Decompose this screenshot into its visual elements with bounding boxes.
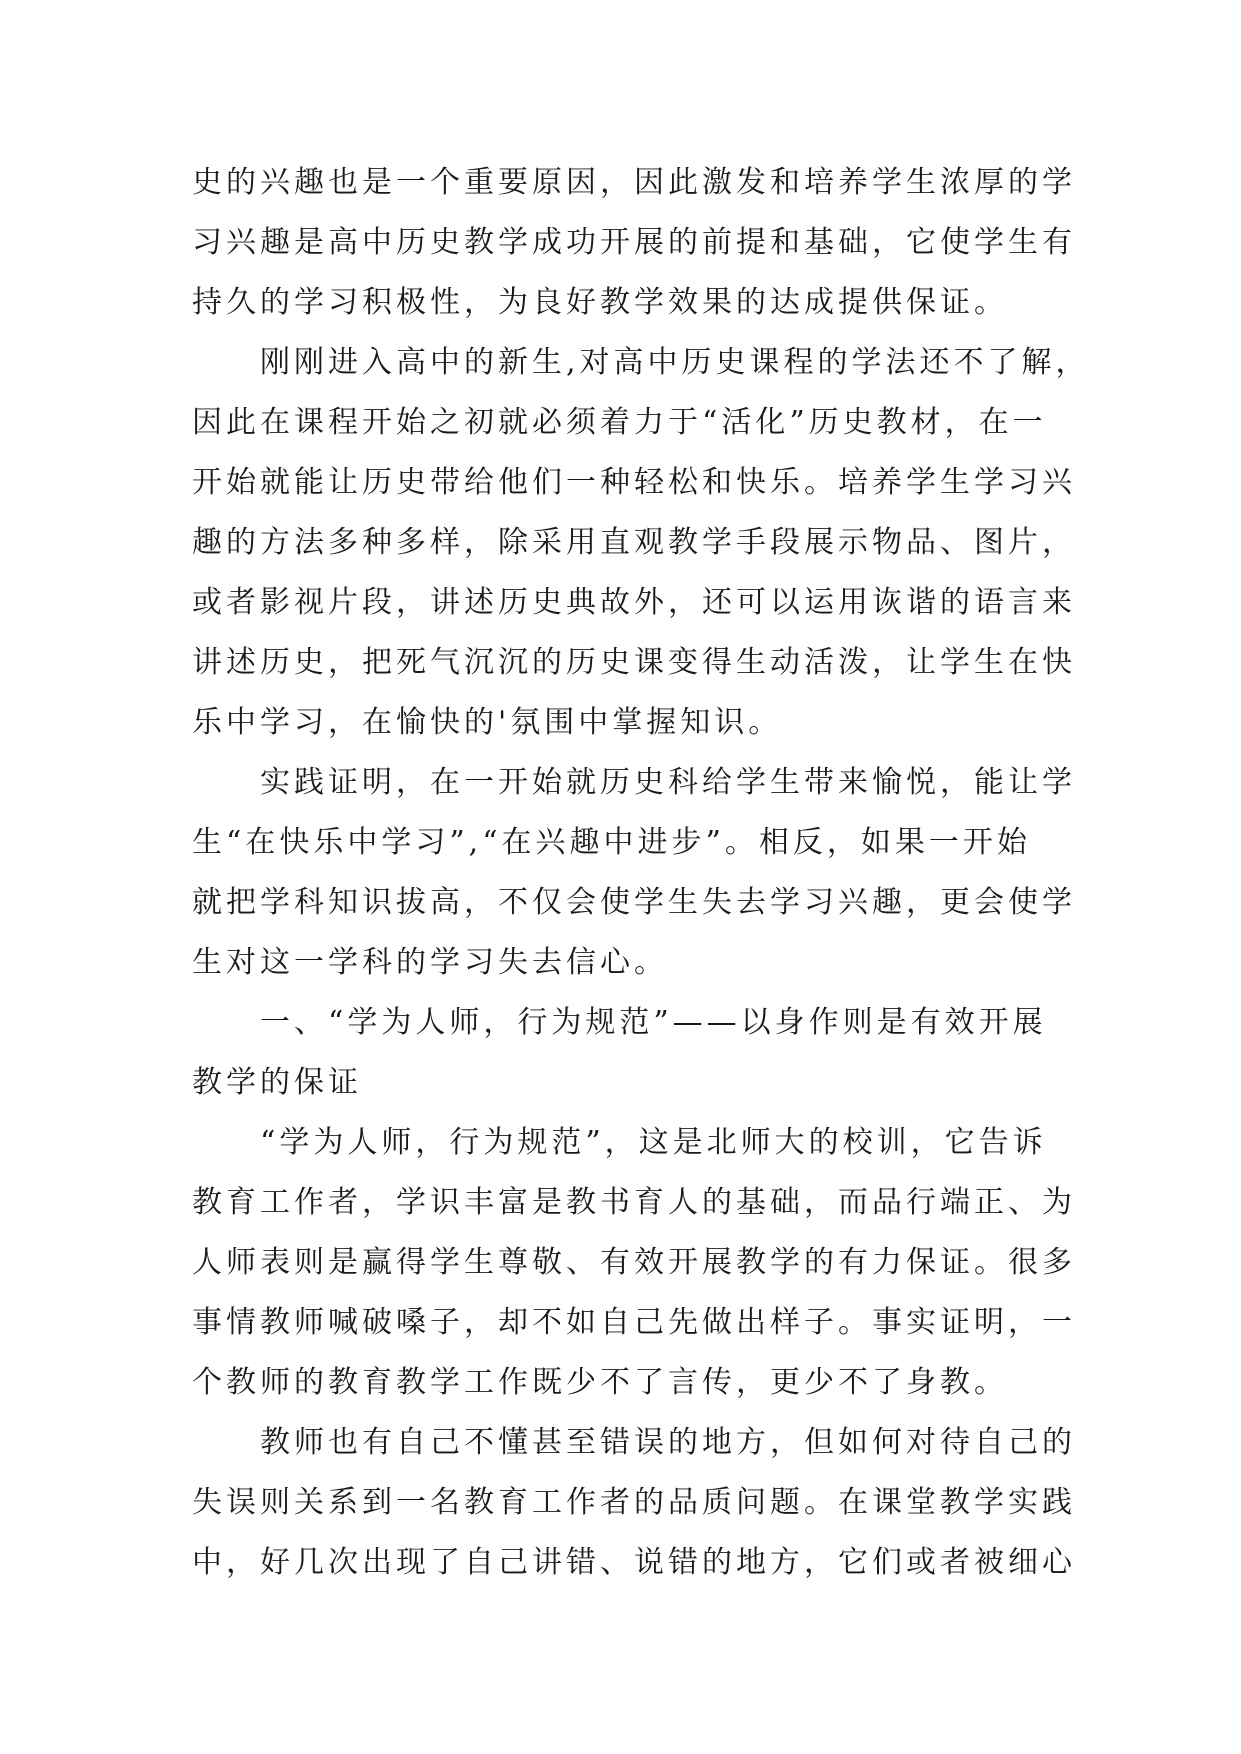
- text-line: 实践证明，在一开始就历史科给学生带来愉悦，能让学: [192, 765, 1076, 800]
- text-line: 持久的学习积极性，为良好教学效果的达成提供保证。: [192, 285, 1008, 320]
- text-line: 一、“学为人师，行为规范”——以身作则是有效开展: [192, 1005, 1047, 1040]
- text-line: 史的兴趣也是一个重要原因，因此激发和培养学生浓厚的学: [192, 165, 1076, 200]
- text-line: 教育工作者，学识丰富是教书育人的基础，而品行端正、为: [192, 1185, 1076, 1220]
- text-line: 中，好几次出现了自己讲错、说错的地方，它们或者被细心: [192, 1545, 1076, 1580]
- document-body: [192, 153, 1090, 1593]
- text-line: 趣的方法多种多样，除采用直观教学手段展示物品、图片，: [192, 525, 1076, 560]
- text-line: 教学的保证: [192, 1065, 362, 1100]
- text-line: 乐中学习，在愉快的'氛围中掌握知识。: [192, 705, 783, 740]
- text-line: 个教师的教育教学工作既少不了言传，更少不了身教。: [192, 1365, 1008, 1400]
- text-line: 事情教师喊破嗓子，却不如自己先做出样子。事实证明，一: [192, 1305, 1076, 1340]
- text-line: 就把学科知识拔高，不仅会使学生失去学习兴趣，更会使学: [192, 885, 1076, 920]
- text-line: 生“在快乐中学习”,“在兴趣中进步”。相反，如果一开始: [192, 825, 1031, 860]
- text-line: 生对这一学科的学习失去信心。: [192, 945, 668, 980]
- text-line: “学为人师，行为规范”，这是北师大的校训，它告诉: [192, 1125, 1047, 1160]
- text-line: 或者影视片段，讲述历史典故外，还可以运用诙谐的语言来: [192, 585, 1076, 620]
- text-line: 讲述历史，把死气沉沉的历史课变得生动活泼，让学生在快: [192, 645, 1076, 680]
- text-line: 刚刚进入高中的新生,对高中历史课程的学法还不了解，: [192, 345, 1090, 380]
- text-line: 教师也有自己不懂甚至错误的地方，但如何对待自己的: [192, 1425, 1076, 1460]
- text-line: 人师表则是赢得学生尊敬、有效开展教学的有力保证。很多: [192, 1245, 1076, 1280]
- text-line: 开始就能让历史带给他们一种轻松和快乐。培养学生学习兴: [192, 465, 1076, 500]
- text-line: 习兴趣是高中历史教学成功开展的前提和基础，它使学生有: [192, 225, 1076, 260]
- text-line: 因此在课程开始之初就必须着力于“活化”历史教材，在一: [192, 405, 1047, 440]
- text-line: 失误则关系到一名教育工作者的品质问题。在课堂教学实践: [192, 1485, 1076, 1520]
